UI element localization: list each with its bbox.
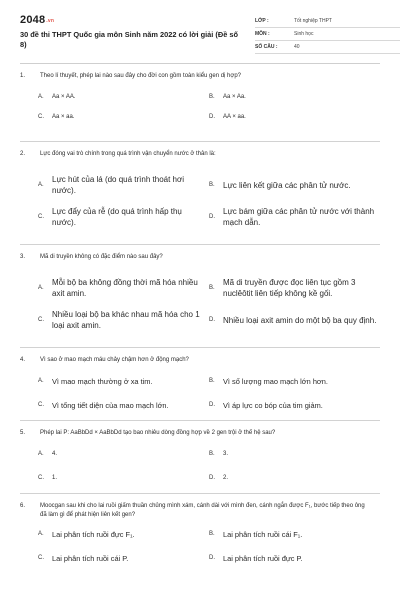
- option-c[interactable]: [38, 466, 209, 490]
- meta-key: MÔN :: [255, 31, 270, 37]
- question-options: [20, 262, 380, 336]
- option-text: Lực liên kết giữa các phân tử nước.: [223, 180, 351, 190]
- option-text: 2.: [223, 475, 229, 481]
- meta-key: LỚP :: [255, 18, 269, 24]
- option-c[interactable]: [38, 546, 209, 570]
- option-text: 4.: [52, 451, 58, 457]
- question-text: Mã di truyền không có đặc điểm nào sau đây?: [40, 254, 163, 260]
- meta-class: [255, 15, 400, 28]
- question-stem: [20, 245, 380, 262]
- meta-subject: [255, 28, 400, 41]
- question-2: [20, 142, 380, 245]
- option-letter: A.: [38, 531, 44, 537]
- option-letter: B.: [209, 531, 215, 537]
- option-a[interactable]: [38, 522, 209, 546]
- option-letter: A.: [38, 182, 44, 188]
- option-letter: D.: [209, 114, 215, 120]
- option-text: Vì tổng tiết diện của mao mạch lớn.: [52, 400, 169, 410]
- option-d[interactable]: [209, 107, 380, 127]
- question-options: [20, 159, 380, 233]
- option-letter: B.: [209, 182, 215, 188]
- option-text: Lai phân tích ruồi đực F₁.: [52, 529, 135, 539]
- question-options: [20, 365, 380, 417]
- option-b[interactable]: [209, 522, 380, 546]
- question-text: Vì sao ở mao mạch máu chảy chậm hơn ở động mạch?: [40, 357, 189, 363]
- option-c[interactable]: [38, 201, 209, 233]
- option-b[interactable]: [209, 369, 380, 393]
- question-1: [20, 64, 380, 142]
- question-number: 5.: [20, 430, 26, 436]
- option-text: Lực hút của lá (do quá trình thoát hơi nước).: [52, 175, 185, 195]
- option-letter: C.: [38, 475, 44, 481]
- question-stem: [20, 494, 380, 520]
- option-text: Aa × AA.: [52, 94, 76, 100]
- option-c[interactable]: [38, 304, 209, 336]
- option-letter: C.: [38, 114, 44, 120]
- question-stem: [20, 64, 380, 81]
- option-d[interactable]: [209, 304, 380, 336]
- option-text: 1.: [52, 475, 58, 481]
- option-text: Lai phân tích ruồi cái P.: [52, 553, 129, 563]
- question-stem: [20, 142, 380, 159]
- option-letter: B.: [209, 378, 215, 384]
- option-text: Vì áp lực co bóp của tim giảm.: [223, 400, 323, 410]
- question-options: [20, 438, 380, 490]
- question-number: 3.: [20, 254, 26, 260]
- question-number: 2.: [20, 151, 26, 157]
- exam-header: [20, 0, 380, 64]
- option-text: Nhiều loại axit amin do một bộ ba quy định.: [223, 315, 377, 325]
- question-text: Lực đóng vai trò chính trong quá trình vận chuyển nước ở thân là:: [40, 151, 216, 157]
- option-letter: D.: [209, 402, 215, 408]
- option-letter: A.: [38, 94, 44, 100]
- question-stem: [20, 421, 380, 438]
- option-c[interactable]: [38, 393, 209, 417]
- option-a[interactable]: [38, 87, 209, 107]
- option-letter: D.: [209, 475, 215, 481]
- meta-key: SỐ CÂU :: [255, 44, 278, 50]
- option-letter: C.: [38, 214, 44, 220]
- question-6: [20, 494, 380, 580]
- meta-value: Sinh học: [294, 31, 314, 37]
- question-options: [20, 81, 380, 127]
- meta-value: Tốt nghiệp THPT: [294, 18, 332, 24]
- question-options: [20, 520, 380, 570]
- option-b[interactable]: [209, 442, 380, 466]
- option-a[interactable]: [38, 369, 209, 393]
- exam-meta: [255, 15, 400, 54]
- option-text: Vì số lượng mao mạch lớn hơn.: [223, 376, 328, 386]
- option-c[interactable]: [38, 107, 209, 127]
- exam-title: 30 đề thi THPT Quốc gia môn Sinh năm 2022 có lời giải (Đề số 8): [20, 30, 238, 49]
- option-text: Lai phân tích ruồi cái F₁.: [223, 529, 303, 539]
- option-letter: B.: [209, 94, 215, 100]
- option-letter: C.: [38, 402, 44, 408]
- option-letter: D.: [209, 555, 215, 561]
- question-number: 4.: [20, 357, 26, 363]
- option-d[interactable]: [209, 546, 380, 570]
- meta-count: [255, 41, 400, 54]
- option-a[interactable]: [38, 442, 209, 466]
- option-text: Vì mao mạch thường ở xa tim.: [52, 376, 153, 386]
- question-number: 1.: [20, 73, 26, 79]
- option-text: Aa × aa.: [52, 114, 75, 120]
- question-text: Phép lai P: AaBbDd × AaBbDd tạo bao nhiêu dòng đồng hợp về 2 gen trội ở thế hệ sau?: [40, 430, 276, 436]
- option-text: Nhiều loại bộ ba khác nhau mã hóa cho 1 loại axit amin.: [52, 310, 200, 330]
- option-text: Lực bám giữa các phân tử nước với thành mạch dẫn.: [223, 207, 375, 227]
- question-3: [20, 245, 380, 348]
- option-text: Mỗi bộ ba không đồng thời mã hóa nhiều axit amin.: [52, 278, 198, 298]
- option-letter: C.: [38, 317, 44, 323]
- option-text: Lực đẩy của rễ (do quá trình hấp thụ nước).: [52, 207, 182, 227]
- option-text: Mã di truyền được đọc liên tục gồm 3 nuclêôtit liên tiếp không kề gối.: [223, 278, 356, 298]
- option-letter: D.: [209, 214, 215, 220]
- option-a[interactable]: [38, 272, 209, 304]
- option-letter: B.: [209, 451, 215, 457]
- option-d[interactable]: [209, 393, 380, 417]
- logo-suffix: .vn: [46, 18, 55, 24]
- option-a[interactable]: [38, 169, 209, 201]
- question-number: 6.: [20, 503, 26, 509]
- question-5: [20, 421, 380, 494]
- option-b[interactable]: [209, 87, 380, 107]
- option-text: 3.: [223, 451, 229, 457]
- question-stem: [20, 348, 380, 365]
- option-text: AA × aa.: [223, 114, 246, 120]
- option-letter: C.: [38, 555, 44, 561]
- option-d[interactable]: [209, 201, 380, 233]
- option-letter: D.: [209, 317, 215, 323]
- option-letter: A.: [38, 378, 44, 384]
- option-text: Aa × Aa.: [223, 94, 246, 100]
- option-b[interactable]: [209, 272, 380, 304]
- option-text: Lai phân tích ruồi đực P.: [223, 553, 303, 563]
- option-letter: B.: [209, 285, 215, 291]
- question-4: [20, 348, 380, 421]
- meta-value: 40: [294, 44, 300, 50]
- logo-text: 2048: [20, 14, 46, 26]
- option-letter: A.: [38, 285, 44, 291]
- question-text: Theo lí thuyết, phép lai nào sau đây cho đời con gồm toàn kiểu gen dị hợp?: [40, 73, 242, 79]
- option-d[interactable]: [209, 466, 380, 490]
- question-text: Moocgan sau khi cho lai ruồi giấm thuần chủng mình xám, cánh dài với mình đen, cánh ngắn được F₁, bước tiếp theo ông đã làm gì để phát hiện liên kết gen?: [40, 503, 365, 518]
- option-letter: A.: [38, 451, 44, 457]
- option-b[interactable]: [209, 169, 380, 201]
